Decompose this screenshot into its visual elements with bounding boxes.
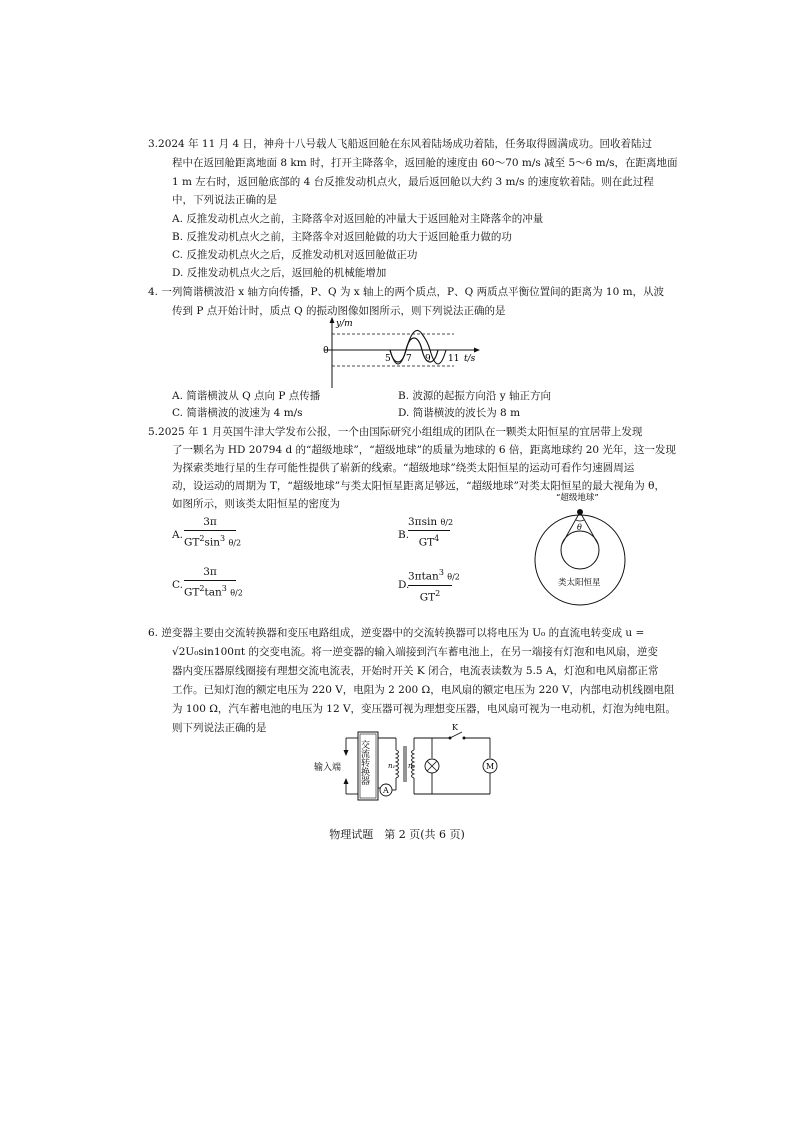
q6-n1-label: n₁ — [388, 762, 396, 770]
q5-line-4: 动，设运动的周期为 T，“超级地球”与类太阳恒星距离足够远，“超级地球”对类太阳恒星的最大视角为 θ， — [172, 480, 665, 492]
q5-option-a-fraction: 3π $GT^2\sin^3$ θ/2 — [184, 516, 242, 549]
q4-tick-7: 7 — [406, 354, 412, 364]
q5-option-b-half: θ/2 — [440, 518, 454, 527]
q3-line-2: 程中在返回舱距离地面 8 km 时，打开主降落伞，返回舱的速度由 60～70 m/s 减至 5～6 m/s，在距离地面 — [172, 157, 678, 169]
q6-line-6: 则下列说法正确的是 — [172, 722, 267, 734]
q5-option-a-letter: A. — [172, 529, 183, 541]
q4-option-b: B. 波源的起振方向沿 y 轴正方向 — [398, 390, 551, 402]
q5-option-c-half: θ/2 — [230, 588, 243, 598]
q5-option-c-letter: C. — [172, 579, 183, 591]
q4-line-2: 传到 P 点开始计时，质点 Q 的振动图像如图所示，则下列说法正确的是 — [172, 305, 506, 317]
q5-option-b-fraction: 3πsin θ/2 $GT^4$ — [408, 516, 454, 549]
q3-line-4: 中，下列说法正确的是 — [172, 194, 277, 206]
q6-ammeter-label: A — [383, 786, 389, 795]
q5-option-d-num: 3πtan — [408, 570, 439, 583]
q3-line-1: 3.2024 年 11 月 4 日，神舟十八号载人飞船返回舱在东风着陆场成功着陆，任务取得圆满成功。回收着陆过 — [148, 138, 652, 150]
q5-option-d-den: GT — [419, 591, 436, 603]
q3-option-a: A. 反推发动机点火之前，主降落伞对返回舱的冲量大于返回舱对主降落伞的冲量 — [172, 213, 544, 225]
q5-line-2: 了一颗名为 HD 20794 d 的“超级地球”，“超级地球”的质量为地球的 6 倍，距离地球约 20 光年，这一发现 — [172, 444, 676, 456]
q5-option-a-den-fn: sin — [204, 536, 221, 549]
q5-option-c-den-gt: GT — [184, 586, 200, 599]
q6-line-3: 器内变压器原线圈接有理想交流电流表，开始时开关 K 闭合，电流表读数为 5.5 A，灯泡和电风扇都正常 — [172, 665, 659, 677]
q6-line-2: √2U₀sin100πt 的交变电流。将一逆变器的输入端接到汽车蓄电池上，在另一端接有灯泡和电风扇，逆变 — [172, 646, 658, 658]
q3-option-b: B. 反推发动机点火之前，主降落伞对返回舱做的功大于返回舱重力做的功 — [172, 231, 512, 243]
q6-circuit-diagram — [312, 722, 502, 802]
q4-tick-11: 11 — [448, 354, 460, 364]
q5-planet-label: “超级地球” — [556, 493, 599, 503]
q4-line-1: 4. 一列简谐横波沿 x 轴方向传播，P、Q 为 x 轴上的两个质点，P、Q 两质点平衡位置间的距离为 10 m，从波 — [148, 286, 665, 298]
q5-option-a-half: θ/2 — [228, 538, 242, 548]
q5-option-c-fraction: 3π $GT^2\tan^3$ θ/2 — [184, 566, 243, 599]
q4-option-d: D. 简谐横波的波长为 8 m — [398, 407, 521, 419]
q3-option-c: C. 反推发动机点火之后，反推发动机对返回舱做正功 — [172, 249, 418, 261]
q6-motor-label: M — [486, 762, 495, 771]
q6-n2-label: n₂ — [408, 762, 416, 770]
q6-line-5: 为 100 Ω，汽车蓄电池的电压为 12 V，变压器可视为理想变压器，电风扇可视为一电动机，灯泡为纯电阻。 — [172, 703, 677, 715]
q5-star-label: 类太阳恒星 — [558, 578, 601, 588]
q4-option-a: A. 简谐横波从 Q 点向 P 点传播 — [172, 390, 321, 402]
q5-option-b-num: 3πsin — [408, 516, 438, 528]
q5-line-1: 5.2025 年 1 月英国牛津大学发布公报，一个由国际研究小组组成的团队在一颗类太阳恒星的宜居带上发现 — [148, 426, 643, 438]
q5-option-d-letter: D. — [398, 579, 410, 591]
q5-option-c-num: 3π — [203, 566, 217, 578]
q6-line-4: 工作。已知灯泡的额定电压为 220 V，电阻为 2 200 Ω，电风扇的额定电压为 220 V，内部电动机线圈电阻 — [172, 684, 675, 696]
q5-option-b-den: GT — [418, 536, 435, 549]
q4-vibration-graph — [314, 316, 484, 392]
q5-orbit-figure — [524, 488, 636, 608]
q5-line-3: 为探索类地行星的生存可能性提供了崭新的线索。“超级地球”绕类太阳恒星的运动可看作匀速圆周运 — [172, 462, 635, 474]
q6-converter-label: 交流转换器 — [359, 740, 369, 785]
q3-line-3: 1 m 左右时，返回舱底部的 4 台反推发动机点火，最后返回舱以大约 3 m/s 的速度软着陆。则在此过程 — [172, 176, 654, 188]
q6-line-1: 6. 逆变器主要由交流转换器和变压电路组成，逆变器中的交流转换器可以将电压为 U₀ 的直流电转变成 u = — [148, 627, 645, 639]
q5-angle-label: θ — [577, 523, 582, 532]
page-footer: 物理试题 第 2 页(共 6 页) — [329, 828, 465, 841]
q6-input-label: 输入端 — [314, 763, 342, 773]
q5-option-a-den-gt: GT — [184, 536, 200, 549]
q4-tick-5: 5 — [385, 354, 391, 364]
q6-switch-label: K — [452, 723, 458, 732]
q4-tick-9: 9 — [425, 354, 431, 364]
q5-option-d-half: θ/2 — [447, 572, 460, 582]
q4-origin-label: 0 — [323, 346, 329, 356]
q4-x-label: t/s — [464, 354, 476, 364]
q5-option-b-letter: B. — [398, 529, 410, 541]
q5-option-c-den-fn: tan — [204, 586, 222, 599]
q5-option-a-num: 3π — [203, 516, 217, 528]
q3-option-d: D. 反推发动机点火之后，返回舱的机械能增加 — [172, 267, 387, 279]
q4-y-label: y/m — [336, 319, 353, 329]
q4-option-c: C. 简谐横波的波速为 4 m/s — [172, 407, 303, 419]
q5-line-5: 如图所示，则该类太阳恒星的密度为 — [172, 498, 340, 510]
q5-option-d-fraction: 3πtan$^3$ θ/2 $GT^2$ — [408, 568, 460, 603]
